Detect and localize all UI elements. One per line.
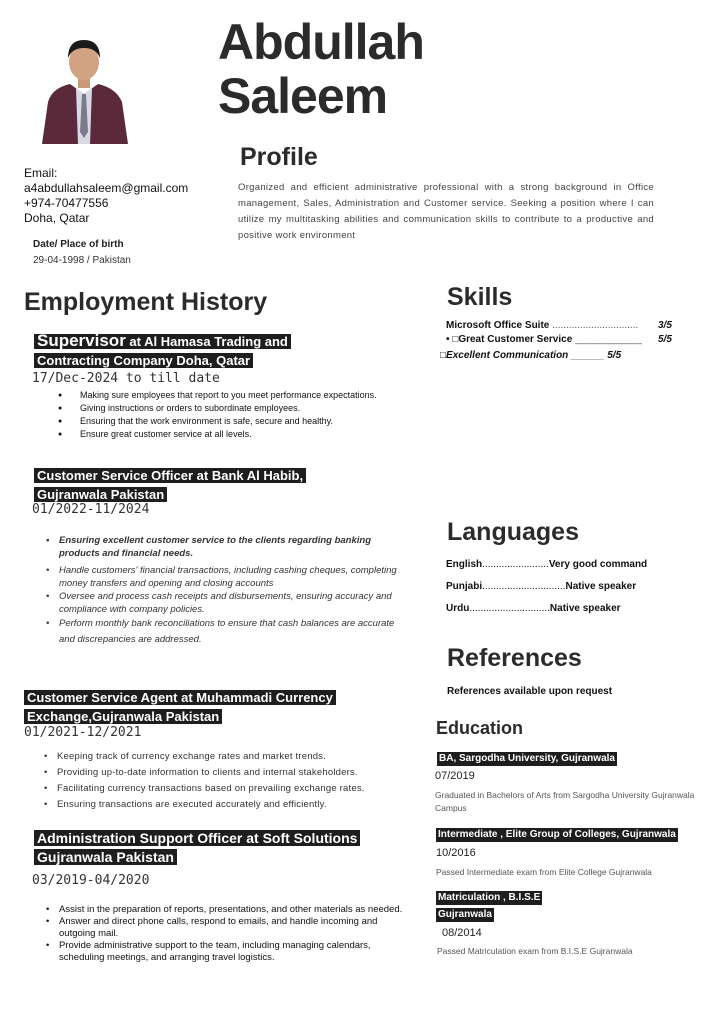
list-item: ● Giving instructions or orders to subordinate employees. — [80, 402, 380, 415]
job-title-3 — [24, 688, 390, 726]
job-date-3: 01/2021-12/2021 — [24, 725, 142, 740]
language-dots: ........................ — [482, 559, 549, 570]
language-level: Native speaker — [549, 603, 621, 614]
list-item: • Oversee and process cash receipts and disbursements, ensuring accuracy and compliance with company policies. — [59, 590, 411, 616]
education-title-3b: Gujranwala — [438, 909, 492, 920]
list-item: • Provide administrative support to the team, including managing calendars, scheduling meetings, and arranging travel logistics. — [59, 940, 409, 964]
references-text: References available upon request — [447, 686, 613, 697]
skill-dots: ____________ — [575, 334, 642, 345]
language-row-english — [446, 559, 647, 570]
email-link[interactable]: a4abdullahsaleem@gmail.com — [24, 181, 189, 195]
list-item: ● Ensure great customer service at all levels. — [80, 428, 380, 441]
list-item: • Handle customers' financial transactions, including cashing cheques, completing money transfers and opening and closing accounts — [59, 564, 411, 590]
job-bullets-3 — [57, 749, 417, 813]
list-item: • Keeping track of currency exchange rates and market trends. — [57, 749, 417, 765]
skill-dots: ............................... — [552, 320, 639, 331]
list-item: • Ensuring excellent customer service to the clients regarding banking products and financial needs. — [59, 534, 411, 560]
education-title-3a: Matriculation , B.I.S.E — [438, 892, 541, 903]
list-item: ● Making sure employees that report to you meet performance expectations. — [80, 389, 380, 402]
job-title-4 — [34, 829, 394, 867]
skill-row-3 — [440, 350, 621, 361]
language-dots: ............................. — [469, 603, 550, 614]
education-title-1: BA, Sargodha University, Gujranwala — [439, 753, 615, 764]
education-date-1: 07/2019 — [435, 770, 475, 782]
education-desc-3: Passed Matriculation exam from B.I.S.E Gujranwala — [437, 946, 633, 956]
language-name: English — [446, 559, 483, 570]
education-desc-2: Passed Intermediate exam from Elite College Gujranwala — [436, 867, 652, 877]
skill-score-2: 5/5 — [658, 334, 672, 345]
profile-photo — [38, 32, 130, 144]
education-date-3: 08/2014 — [442, 927, 482, 939]
skill-row-2 — [446, 334, 642, 345]
language-level: Native speaker — [565, 581, 637, 592]
list-item: ● Ensuring that the work environment is safe, secure and healthy. — [80, 415, 380, 428]
name-last: Saleem — [218, 68, 388, 124]
skill-name: □Excellent Communication — [440, 350, 569, 361]
location: Doha, Qatar — [24, 211, 90, 225]
list-item: • Providing up-to-date information to clients and internal stakeholders. — [57, 765, 417, 781]
skill-name: Microsoft Office Suite — [446, 320, 550, 331]
job-title-4-text: Administration Support Officer at Soft Solutions Gujranwala Pakistan — [34, 830, 360, 865]
job-title-2 — [34, 466, 374, 504]
list-item: • Ensuring transactions are executed accurately and efficiently. — [57, 797, 417, 813]
job-bullets-4 — [59, 904, 409, 964]
dob-label: Date/ Place of birth — [33, 239, 124, 250]
language-name: Punjabi — [446, 581, 483, 592]
name-first: Abdullah — [218, 14, 424, 70]
job-bullets-1 — [80, 389, 380, 441]
job-bullets-2 — [59, 534, 411, 648]
language-level: Very good command — [548, 559, 648, 570]
phone: +974-70477556 — [24, 196, 109, 210]
list-item: • Perform monthly bank reconciliations to ensure that cash balances are accurate and discrepancies are addressed. — [59, 616, 411, 648]
references-heading: References — [447, 644, 582, 672]
dob-value: 29-04-1998 / Pakistan — [33, 255, 131, 266]
language-dots: .............................. — [482, 581, 566, 592]
education-date-2: 10/2016 — [436, 847, 476, 859]
languages-heading: Languages — [447, 518, 579, 546]
education-title-2: Intermediate , Elite Group of Colleges, Gujranwala — [438, 829, 676, 840]
language-row-punjabi — [446, 581, 636, 592]
language-row-urdu — [446, 603, 621, 614]
list-item: • Assist in the preparation of reports, presentations, and other materials as needed. — [59, 904, 409, 916]
skill-score-1: 3/5 — [658, 320, 672, 331]
email-label: Email: — [24, 166, 58, 180]
job-title-2-text: Customer Service Officer at Bank Al Habib, Gujranwala Pakistan — [34, 468, 306, 502]
contact-block — [24, 166, 188, 226]
list-item: • Facilitating currency transactions based on prevailing exchange rates. — [57, 781, 417, 797]
profile-heading: Profile — [240, 143, 318, 171]
skills-heading: Skills — [447, 283, 513, 311]
job-date-4: 03/2019-04/2020 — [32, 873, 150, 888]
education-heading: Education — [436, 718, 524, 738]
job-title-1 — [34, 332, 354, 370]
job-title-1-rest: at Al Hamasa Trading and Contracting Company Doha, Qatar — [37, 334, 288, 368]
language-name: Urdu — [446, 603, 470, 614]
employment-heading: Employment History — [24, 288, 268, 316]
education-desc-1: Graduated in Bachelors of Arts from Sargodha University Gujranwala Campus — [435, 790, 695, 813]
skill-row-1 — [446, 320, 638, 331]
list-item: • Answer and direct phone calls, respond to emails, and handle incoming and outgoing mail. — [59, 916, 409, 940]
job-date-2: 01/2022-11/2024 — [32, 502, 150, 517]
profile-summary: Organized and efficient administrative professional with a strong background in Office management, Sales, Administration and Customer service. Seeking a position where I can utilize my multitasking abilities and communication skills to contribute to a productive and positive work environment — [238, 182, 654, 241]
skill-score: 5/5 — [607, 350, 622, 361]
job-title-1-strong: Supervisor — [37, 331, 126, 350]
skill-dots: ______ — [571, 350, 605, 361]
job-title-3-text: Customer Service Agent at Muhammadi Currency Exchange,Gujranwala Pakistan — [24, 690, 336, 724]
job-date-1: 17/Dec-2024 to till date — [32, 371, 220, 386]
skill-name: • □Great Customer Service — [446, 334, 573, 345]
